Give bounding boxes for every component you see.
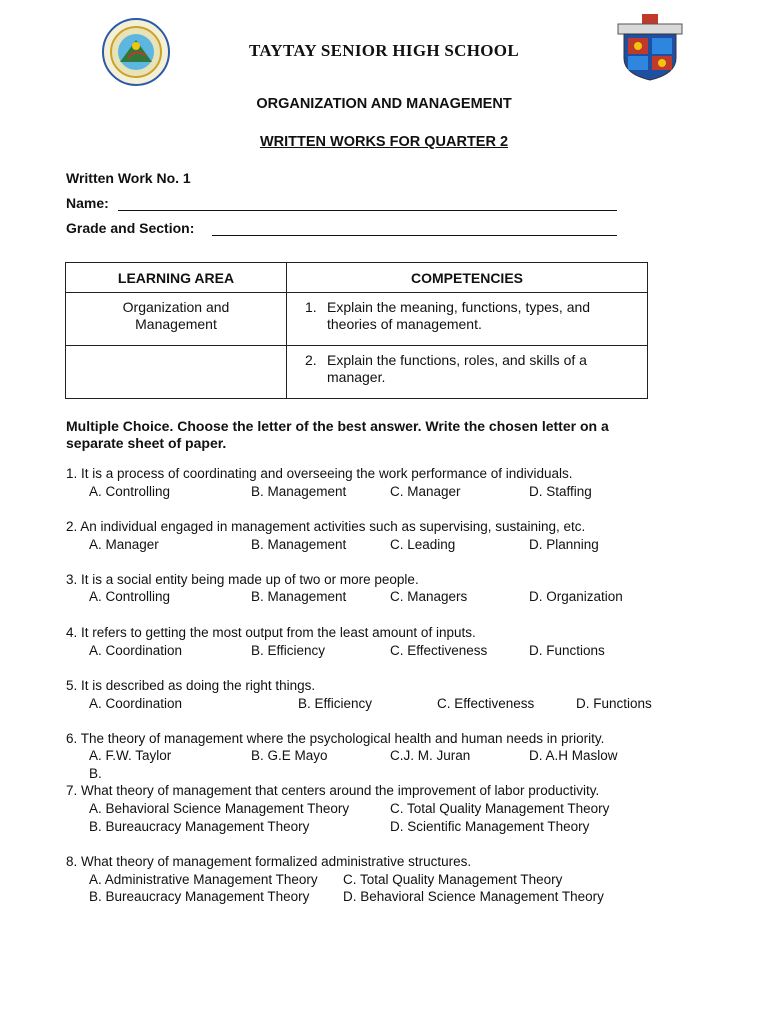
option-c: C. Managers xyxy=(390,589,468,604)
competency-text: Explain the functions, roles, and skills of a xyxy=(327,352,587,368)
option-d: D. Scientific Management Theory xyxy=(390,819,590,834)
question-text: 5. It is described as doing the right things. xyxy=(66,678,316,693)
option-a: A. Controlling xyxy=(89,484,171,499)
learning-area-line: Management xyxy=(135,316,217,332)
question-text: 6. The theory of management where the psychological health and human needs in priority. xyxy=(66,731,605,746)
option-b: B. Efficiency xyxy=(251,643,326,658)
option-d: D. A.H Maslow xyxy=(529,748,618,763)
learning-area-cell xyxy=(66,346,287,399)
option-d: D. Planning xyxy=(529,537,599,552)
option-d: D. Functions xyxy=(576,696,652,711)
learning-area-line: Organization and xyxy=(122,299,230,315)
option-b: B. G.E Mayo xyxy=(251,748,328,763)
question-text: 2. An individual engaged in management activities such as supervising, sustaining, etc. xyxy=(66,519,586,534)
instructions-line: separate sheet of paper. xyxy=(66,435,227,451)
option-a: A. Coordination xyxy=(89,696,183,711)
competency-text-cont: manager. xyxy=(327,369,386,385)
option-d: D. Staffing xyxy=(529,484,592,499)
competencies-header: COMPETENCIES xyxy=(287,263,648,293)
option-c: C. Total Quality Management Theory xyxy=(343,872,563,887)
competency-cell xyxy=(287,346,648,399)
name-label: Name: xyxy=(66,195,109,211)
learning-area-cell xyxy=(66,293,287,346)
option-a: A. F.W. Taylor xyxy=(89,748,172,763)
option-b: B. Management xyxy=(251,537,347,552)
written-work-number: Written Work No. 1 xyxy=(66,170,191,186)
question-text: 7. What theory of management that centers around the improvement of labor productivity. xyxy=(66,783,600,798)
instructions-line: Multiple Choice. Choose the letter of the best answer. Write the chosen letter on a xyxy=(66,418,609,434)
option-b: B. Management xyxy=(251,589,347,604)
table-row xyxy=(66,346,648,399)
option-d: D. Organization xyxy=(529,589,623,604)
option-a: A. Controlling xyxy=(89,589,171,604)
stray-option-label: B. xyxy=(89,766,102,781)
option-d: D. Behavioral Science Management Theory xyxy=(343,889,604,904)
competencies-table xyxy=(65,262,648,399)
option-d: D. Functions xyxy=(529,643,605,658)
works-title: WRITTEN WORKS FOR QUARTER 2 xyxy=(259,134,509,150)
question-text: 1. It is a process of coordinating and overseeing the work performance of individuals. xyxy=(66,466,573,481)
option-c: C. Total Quality Management Theory xyxy=(390,801,610,816)
question-text: 3. It is a social entity being made up of two or more people. xyxy=(66,572,419,587)
option-b: B. Management xyxy=(251,484,347,499)
option-a: A. Administrative Management Theory xyxy=(89,872,318,887)
option-c: C. Leading xyxy=(390,537,456,552)
grade-section-label: Grade and Section: xyxy=(66,220,195,236)
name-field[interactable] xyxy=(118,210,617,211)
school-name: TAYTAY SENIOR HIGH SCHOOL xyxy=(249,41,519,60)
competency-text: Explain the meaning, functions, types, and xyxy=(327,299,591,315)
competency-number: 1. xyxy=(305,299,317,315)
question-text: 4. It refers to getting the most output from the least amount of inputs. xyxy=(66,625,476,640)
option-c: C. Effectiveness xyxy=(437,696,535,711)
question-text: 8. What theory of management formalized administrative structures. xyxy=(66,854,472,869)
competency-text-cont: theories of management. xyxy=(327,316,482,332)
competency-number: 2. xyxy=(305,352,317,368)
option-c: C. Manager xyxy=(390,484,461,499)
option-b: B. Efficiency xyxy=(298,696,373,711)
option-a: A. Coordination xyxy=(89,643,183,658)
table-header-row xyxy=(66,263,648,293)
option-a: A. Manager xyxy=(89,537,159,552)
grade-section-field[interactable] xyxy=(212,235,617,236)
option-b: B. Bureaucracy Management Theory xyxy=(89,889,310,904)
learning-area-header: LEARNING AREA xyxy=(66,263,287,293)
table-row xyxy=(66,293,648,346)
competency-cell xyxy=(287,293,648,346)
option-c: C. Effectiveness xyxy=(390,643,488,658)
option-c: C.J. M. Juran xyxy=(390,748,471,763)
option-b: B. Bureaucracy Management Theory xyxy=(89,819,310,834)
subject-title: ORGANIZATION AND MANAGEMENT xyxy=(256,96,512,112)
taytay-shs-crest-logo xyxy=(612,12,688,82)
option-a: A. Behavioral Science Management Theory xyxy=(89,801,350,816)
